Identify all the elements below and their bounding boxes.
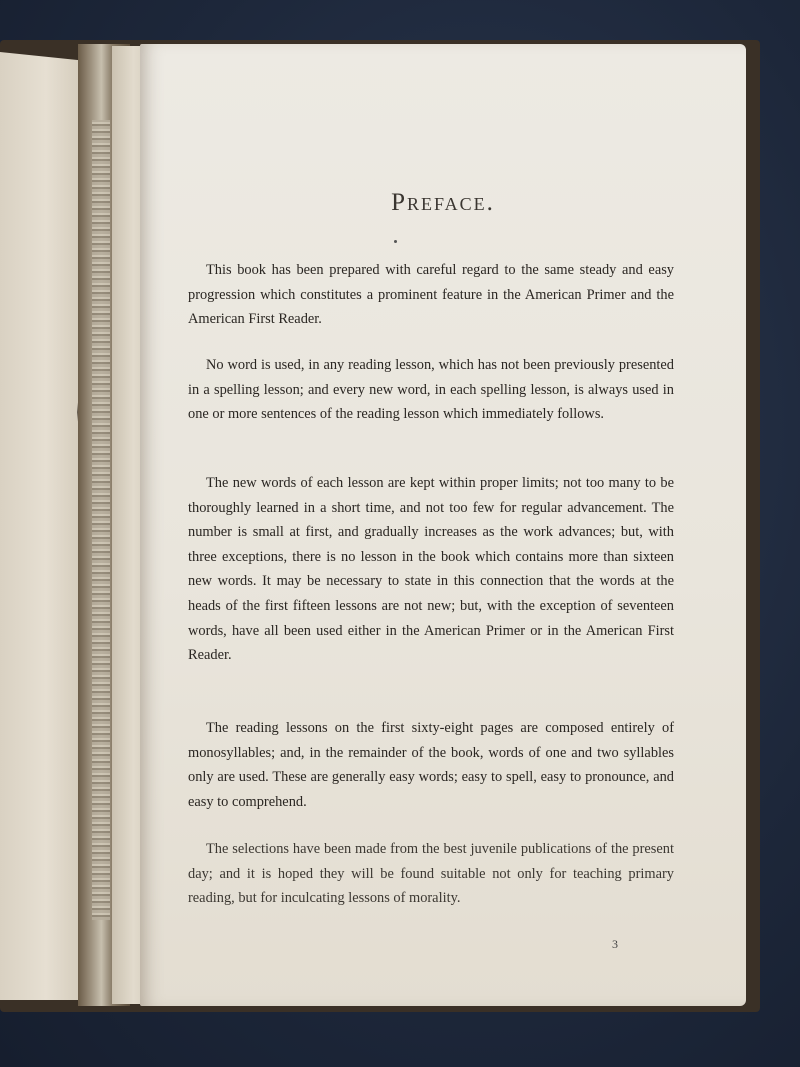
paragraph-4: The reading lessons on the first sixty-eight pages are composed entirely of monosyllables; and, in the remainder of the book, words of one and two syllables only are used. These are generally easy words; easy to spell, easy to pronounce, and easy to comprehend.: [188, 720, 674, 810]
page-title: Preface.: [391, 188, 495, 216]
spine-binding-thread: [92, 120, 110, 920]
paragraph-3: The new words of each lesson are kept within proper limits; not too many to be thoroughly learned in a short time, and not too few for regular advancement. The number is small at first, and gradually increases as the work advances; but, with three exceptions, there is no lesson in the book which contains more than sixteen new words. It may be necessary to state in this connection that the words at the heads of the first fifteen lessons are not new; but, with the exception of seventeen words, have all been used either in the American Primer or in the American First Reader.: [188, 475, 674, 664]
paragraph-5: The selections have been made from the best juvenile publications of the present day; and it is hoped they will be found suitable not only for teaching primary reading, but for inculcating lessons of morality.: [188, 841, 674, 907]
ornament-dot: [394, 240, 397, 243]
paragraph-1: This book has been prepared with careful regard to the same steady and easy progression which constitutes a prominent feature in the American Primer and the American First Reader.: [188, 262, 674, 328]
paragraph-2: No word is used, in any reading lesson, which has not been previously presented in a spelling lesson; and every new word, in each spelling lesson, is always used in one or more sentences of the reading lesson which immediately follows.: [188, 357, 674, 423]
page-number: 3: [612, 937, 618, 951]
